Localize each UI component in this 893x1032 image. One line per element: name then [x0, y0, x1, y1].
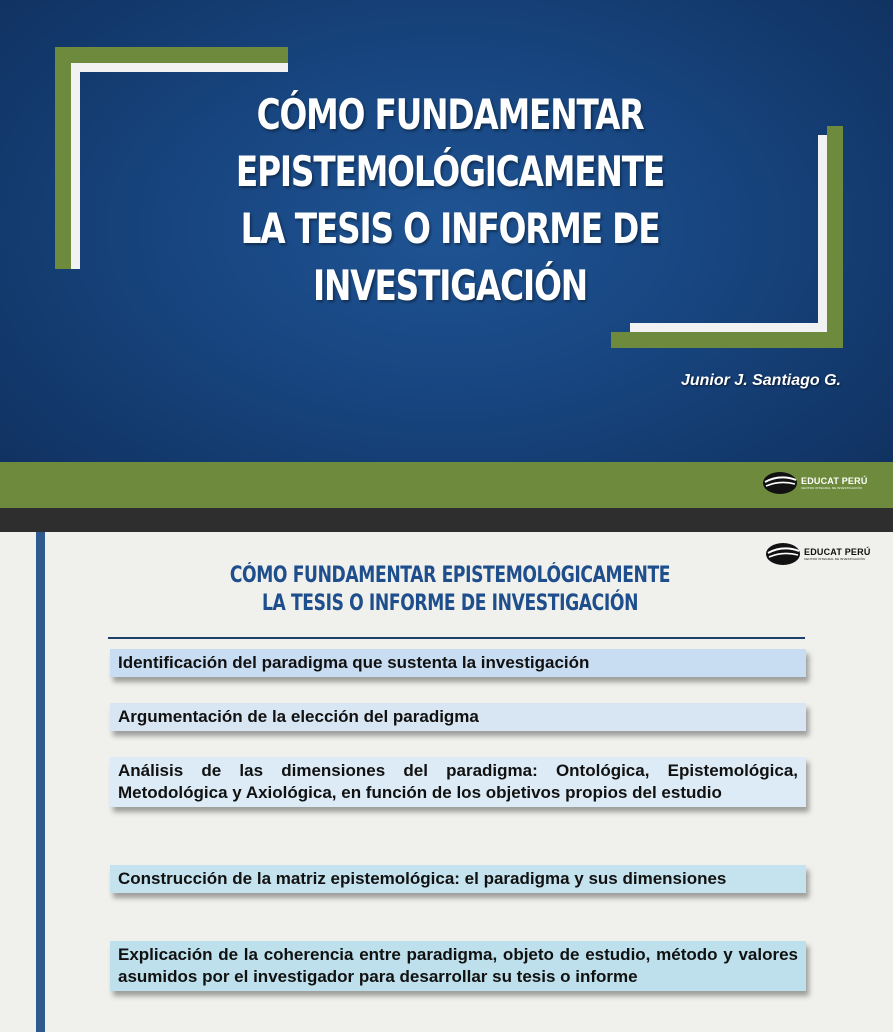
educat-logo-icon [762, 471, 798, 495]
logo-brand: EDUCAT PERÚ [804, 547, 871, 557]
step-item [110, 703, 806, 731]
logo-brand: EDUCAT PERÚ [801, 476, 868, 486]
title-line: INVESTIGACIÓN [313, 261, 587, 310]
title-slide [0, 0, 893, 508]
step-item [110, 757, 806, 807]
author-name: Junior J. Santiago G. [680, 372, 841, 389]
educat-logo [762, 471, 868, 495]
corner-frame-bottom-right [818, 135, 827, 332]
corner-frame-bottom-right [611, 332, 843, 348]
corner-frame-top-left [71, 63, 288, 72]
step-item-text: Construcción de la matriz epistemológica: el paradigma y sus dimensiones [118, 869, 727, 888]
slide-title [216, 86, 684, 314]
educat-logo-icon [765, 542, 801, 566]
corner-frame-bottom-right [827, 126, 843, 348]
step-item-text: Explicación de la coherencia entre paradigma, objeto de estudio, método y valores asumidos por el investigador para desarrollar su tesis o informe [118, 945, 798, 986]
corner-frame-top-left [55, 47, 71, 269]
title-line: LA TESIS O INFORME DE [240, 204, 660, 253]
step-item [110, 865, 806, 893]
step-item-text: Argumentación de la elección del paradigma [118, 707, 479, 726]
footer-band [0, 462, 893, 508]
corner-frame-bottom-right [630, 323, 827, 332]
content-slide [0, 532, 893, 1032]
title-line: CÓMO FUNDAMENTAR [256, 90, 644, 139]
step-item [110, 941, 806, 991]
title-underline [108, 637, 805, 639]
step-item-text: Análisis de las dimensiones del paradigma: Ontológica, Epistemológica, Metodológica y Axiológica, en función de los objetivos propios del estudio [118, 761, 798, 802]
title-line: EPISTEMOLÓGICAMENTE [235, 147, 665, 196]
title-line: CÓMO FUNDAMENTAR EPISTEMOLÓGICAMENTE [229, 563, 671, 588]
educat-logo [765, 542, 871, 566]
corner-frame-top-left [71, 63, 80, 269]
logo-tagline: CENTRO INTEGRAL DE INVESTIGACIÓN [801, 486, 862, 490]
left-accent-bar [36, 532, 45, 1032]
logo-tagline: CENTRO INTEGRAL DE INVESTIGACIÓN [804, 557, 865, 561]
step-item-text: Identificación del paradigma que sustenta la investigación [118, 653, 590, 672]
step-item [110, 649, 806, 677]
corner-frame-top-left [55, 47, 288, 63]
slide-divider [0, 508, 893, 532]
title-line: LA TESIS O INFORME DE INVESTIGACIÓN [261, 591, 639, 616]
slide-title [169, 562, 731, 618]
